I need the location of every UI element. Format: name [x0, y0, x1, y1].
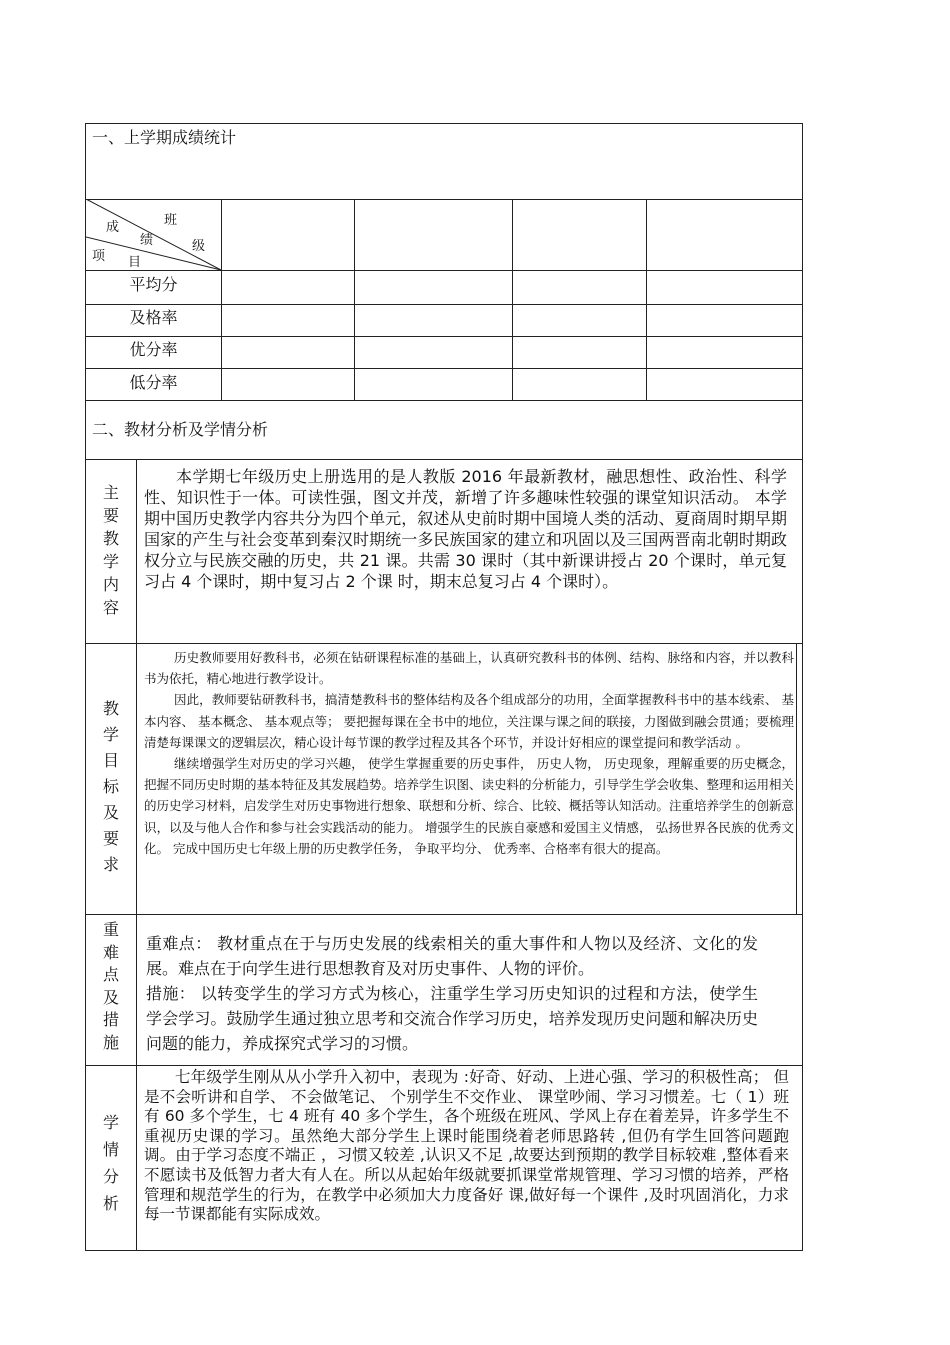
block-label-objectives	[86, 696, 136, 878]
label-char: 情	[102, 1140, 119, 1159]
section1-title: 一、上学期成绩统计	[92, 128, 237, 147]
label-char: 及	[102, 803, 119, 822]
row-label-low-rate: 低分率	[129, 373, 178, 392]
label-char: 难	[102, 942, 119, 962]
rule	[86, 1065, 802, 1066]
block-label-main-content	[86, 480, 136, 618]
key-points-text	[146, 931, 758, 1056]
label-char: 内	[102, 575, 119, 594]
header-char: 级	[192, 239, 206, 254]
label-char: 容	[102, 598, 119, 617]
section2-title: 二、教材分析及学情分析	[92, 420, 269, 439]
label-char: 教	[102, 699, 119, 718]
rule	[512, 199, 513, 400]
paragraph: 历史教师要用好教科书，必须在钻研课程标准的基础上，认真研究教科书的体例、结构、脉络和内容，并以教科书为依托，精心地进行教学设计。	[144, 650, 794, 687]
row-label-excellent-rate: 优分率	[129, 340, 178, 359]
paragraph: 措施： 以转变学生的学习方式为核心，注重学生学习历史知识的过程和方法，使学生学会学习。鼓励学生通过独立思考和交流合作学习历史，培养发现历史问题和解决历史问题的能力，养成探究式学习的习惯。	[146, 984, 758, 1053]
header-char: 绩	[140, 233, 154, 248]
label-char: 分	[102, 1167, 119, 1186]
row-label-average: 平均分	[129, 275, 178, 294]
rule	[354, 199, 355, 400]
label-char: 要	[102, 829, 119, 848]
rule	[86, 304, 802, 305]
header-char: 成	[106, 220, 120, 235]
label-char: 标	[102, 777, 119, 796]
label-char: 点	[102, 965, 119, 985]
student-analysis-text	[144, 1068, 789, 1225]
rule	[646, 199, 647, 400]
label-char: 及	[102, 987, 119, 1007]
label-char: 教	[102, 529, 119, 548]
rule	[136, 459, 137, 1251]
rule	[86, 643, 802, 644]
diagonal-header-lines	[86, 199, 222, 271]
label-char: 施	[102, 1032, 119, 1052]
header-char: 班	[164, 213, 178, 228]
paragraph: 继续增强学生对历史的学习兴趣， 使学生掌握重要的历史事件， 历史人物， 历史现象，理解重要的历史概念，把握不同历史时期的基本特征及其发展趋势。培养学生识图、读史料的分析能力，引导学生学会收集、整理和运用相关的历史学习材料，启发学生对历史事物进行想象、联想和分析、综合、比较、概括等认知活动。注重培养学生的创新意识，以及与他人合作和参与社会实践活动的能力。 增强学生的民族自豪感和爱国主义情感， 弘扬世界各民族的优秀文化。 完成中国历史七年级上册的历史教学任务， 争取平均分、 优秀率、合格率有很大的提高。	[144, 756, 795, 856]
label-char: 学	[102, 725, 119, 744]
main-content-text	[144, 466, 787, 592]
paragraph: 重难点： 教材重点在于与历史发展的线索相关的重大事件和人物以及经济、文化的发展。难点在于向学生进行思想教育及对历史事件、人物的评价。	[146, 934, 758, 978]
label-char: 求	[102, 855, 119, 874]
rule	[86, 914, 802, 915]
label-char: 析	[102, 1194, 119, 1213]
label-char: 措	[102, 1010, 119, 1030]
paragraph: 本学期七年级历史上册选用的是人教版 2016 年最新教材，融思想性、政治性、科学性、知识性于一体。可读性强，图文并茂，新增了许多趣味性较强的课堂知识活动。 本学期中国历史教学内容共分为四个单元，叙述从史前时期中国境人类的活动、夏商周时期早期国家的产生与社会变革到秦汉时期统一多民族国家的建立和巩固以及三国两晋南北朝时期政权分立与民族交融的历史，共 21 课。共需 30 课时（其中新课讲授占 20 个课时，单元复习占 4 个课时，期中复习占 2 个课 时，期末总复习占 4 个课时）。	[144, 467, 787, 591]
header-char: 目	[128, 255, 142, 270]
rule	[796, 644, 797, 914]
paragraph: 七年级学生刚从从小学升入初中，表现为 :好奇、好动、上进心强、学习的积极性高； 但是不会听讲和自学、 不会做笔记、 个别学生不交作业、 课堂吵闹、学习习惯差。七（ 1）班有 60 多个学生，七 4 班有 40 多个学生，各个班级在班风、学风上存在着差异，许多学生不重视历史课的学习。虽然绝大部分学生上课时能围绕着老师思路转 ,但仍有学生回答问题跑调。由于学习态度不端正 ，习惯又较差 ,认识又不足 ,故要达到预期的教学目标较难 ,整体看来不愿读书及低智力者大有人在。所以从起始年级就要抓课堂常规管理、学习习惯的培养，严格管理和规范学生的行为，在教学中必须加大力度备好 课,做好每一个课件 ,及时巩固消化，力求每一节课都能有实际成效。	[144, 1068, 789, 1224]
plan-table	[85, 123, 803, 1251]
label-char: 目	[102, 751, 119, 770]
objectives-text	[144, 647, 794, 859]
row-label-pass-rate: 及格率	[129, 308, 178, 327]
rule	[86, 459, 802, 460]
rule	[86, 368, 802, 369]
label-char: 主	[102, 483, 119, 502]
block-label-key-points	[86, 919, 136, 1055]
label-char: 学	[102, 552, 119, 571]
rule	[86, 400, 802, 401]
paragraph: 因此，教师要钻研教科书，搞清楚教科书的整体结构及各个组成部分的功用，全面掌握教科书中的基本线索、 基本内容、 基本概念、 基本观点等； 要把握每课在全书中的地位，关注课与课之间的联接，力图做到融会贯通；要梳理清楚每课课文的逻辑层次，精心设计每节课的教学过程及其各个环节，并设计好相应的课堂提问和教学活动 。	[144, 692, 794, 750]
label-char: 要	[102, 506, 119, 525]
header-char: 项	[92, 249, 106, 264]
rule	[86, 336, 802, 337]
label-char: 学	[102, 1113, 119, 1132]
label-char: 重	[102, 920, 119, 939]
block-label-student-analysis	[86, 1109, 136, 1217]
